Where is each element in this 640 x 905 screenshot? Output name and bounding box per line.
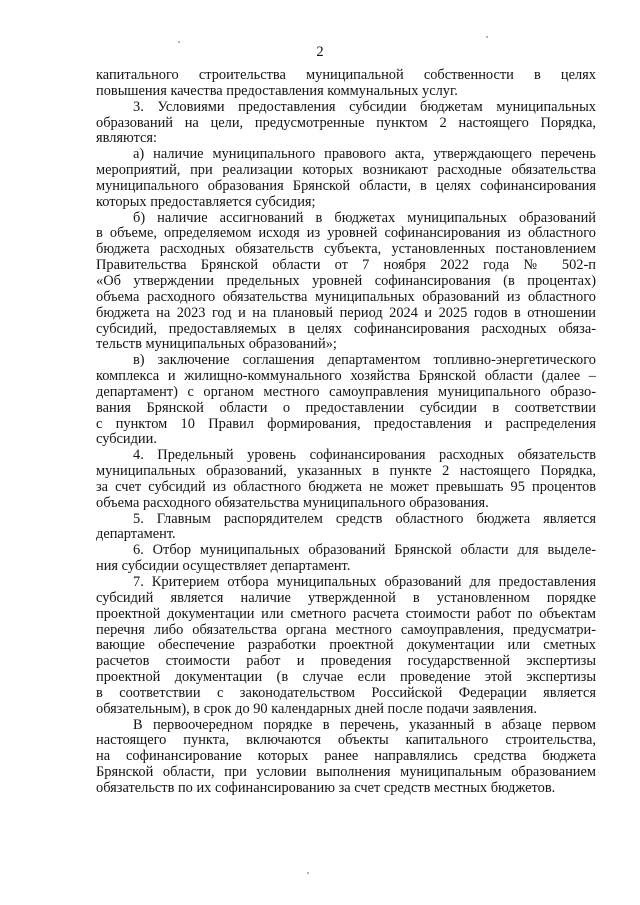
- document-body: [96, 68, 596, 797]
- text-line: вания Брянской области о предоставлении субсидии в соответствии: [96, 399, 596, 416]
- text-line: 5. Главным распорядителем средств областного бюджета является: [133, 510, 596, 527]
- text-line: с пунктом 10 Правил формирования, предоставления и распределения: [96, 415, 596, 432]
- text-line: капитального строительства муниципальной собственности в целях: [96, 67, 596, 83]
- text-line: департамент) с органом местного самоуправления муниципального образо-: [96, 383, 596, 400]
- text-line: тельств муниципальных образований»;: [96, 336, 337, 353]
- text-line: настоящего пункта, включаются объекты капитального строительства,: [96, 732, 596, 749]
- text-line: являются:: [96, 130, 158, 147]
- text-line: В первоочередном порядке в перечень, указанный в абзаце первом: [133, 716, 596, 733]
- text-line: 6. Отбор муниципальных образований Брянской области для выделе-: [133, 542, 596, 559]
- text-line: «Об утверждении предельных уровней софинансирования (в процентах): [96, 272, 596, 289]
- text-line: муниципальных образований, указанных в пункте 2 настоящего Порядка,: [96, 463, 596, 480]
- text-line: образований на цели, предусмотренные пунктом 2 настоящего Порядка,: [96, 114, 596, 131]
- text-line: 3. Условиями предоставления субсидии бюджетам муниципальных: [133, 98, 596, 115]
- text-line: муниципального образования Брянской области, в целях софинансирования: [96, 177, 596, 194]
- text-line: повышения качества предоставления коммунальных услуг.: [96, 82, 458, 99]
- text-line: на софинансирование которых ранее направлялись средства бюджета: [96, 748, 596, 765]
- text-line: в объеме, определяемом исходя из уровней софинансирования из областного: [96, 225, 596, 242]
- text-line: перечня либо обязательства органа местного самоуправления, предусматри-: [96, 621, 596, 638]
- text-line: обязательств по их софинансированию за счет средств местных бюджетов.: [96, 779, 556, 796]
- text-line: 4. Предельный уровень софинансирования расходных обязательств: [133, 447, 596, 464]
- text-line: мероприятий, при реализации которых возникают расходные обязательства: [96, 162, 596, 179]
- page-number: 2: [316, 44, 324, 60]
- text-line: объема расходного обязательства муниципальных образований из областного: [96, 288, 596, 305]
- text-line: объема расходного обязательства муниципального образования.: [96, 494, 489, 511]
- text-line: в) заключение соглашения департаментом топливно-энергетического: [133, 352, 596, 369]
- text-line: ния субсидии осуществляет департамент.: [96, 558, 351, 575]
- text-line: субсидий является наличие утвержденной в установленном порядке: [96, 589, 596, 606]
- text-line: субсидии.: [96, 431, 157, 448]
- scan-speck: [178, 41, 180, 43]
- text-line: которых предоставляется субсидия;: [96, 193, 316, 210]
- text-line: б) наличие ассигнований в бюджетах муниципальных образований: [133, 209, 596, 226]
- text-line: проектной документации (в случае если проведение этой экспертизы: [96, 669, 596, 686]
- text-line: обязательным), в срок до 90 календарных дней после подачи заявления.: [96, 700, 538, 717]
- text-line: проектной документации или сметного расчета стоимости работ по объектам: [96, 605, 596, 622]
- scan-speck: [307, 872, 309, 874]
- text-line: 7. Критерием отбора муниципальных образований для предоставления: [133, 574, 596, 590]
- text-line: субсидий, предоставляемых в целях софинансирования расходных обяза-: [96, 320, 596, 337]
- text-line: вающие обеспечение разработки проектной документации или сметных: [96, 637, 596, 654]
- text-line: комплекса и жилищно-коммунального хозяйства Брянской области (далее –: [96, 368, 596, 385]
- text-line: расчетов стоимости работ и проведения государственной экспертизы: [96, 653, 596, 670]
- text-line: а) наличие муниципального правового акта, утверждающего перечень: [133, 146, 596, 163]
- text-line: в соответствии с законодательством Российской Федерации является: [96, 684, 596, 701]
- text-line: Брянской области, при условии выполнения муниципальным образованием: [96, 764, 596, 781]
- text-line: бюджета на 2023 год и на плановый период 2024 и 2025 годов в отношении: [96, 304, 596, 321]
- text-line: департамент.: [96, 526, 176, 543]
- text-line: бюджета расходных обязательств субъекта, установленных постановлением: [96, 241, 596, 258]
- text-line: Правительства Брянской области от 7 ноября 2022 года № 502-п: [96, 257, 596, 274]
- scan-speck: [486, 36, 488, 38]
- text-line: за счет субсидий из областного бюджета не может превышать 95 процентов: [96, 478, 596, 495]
